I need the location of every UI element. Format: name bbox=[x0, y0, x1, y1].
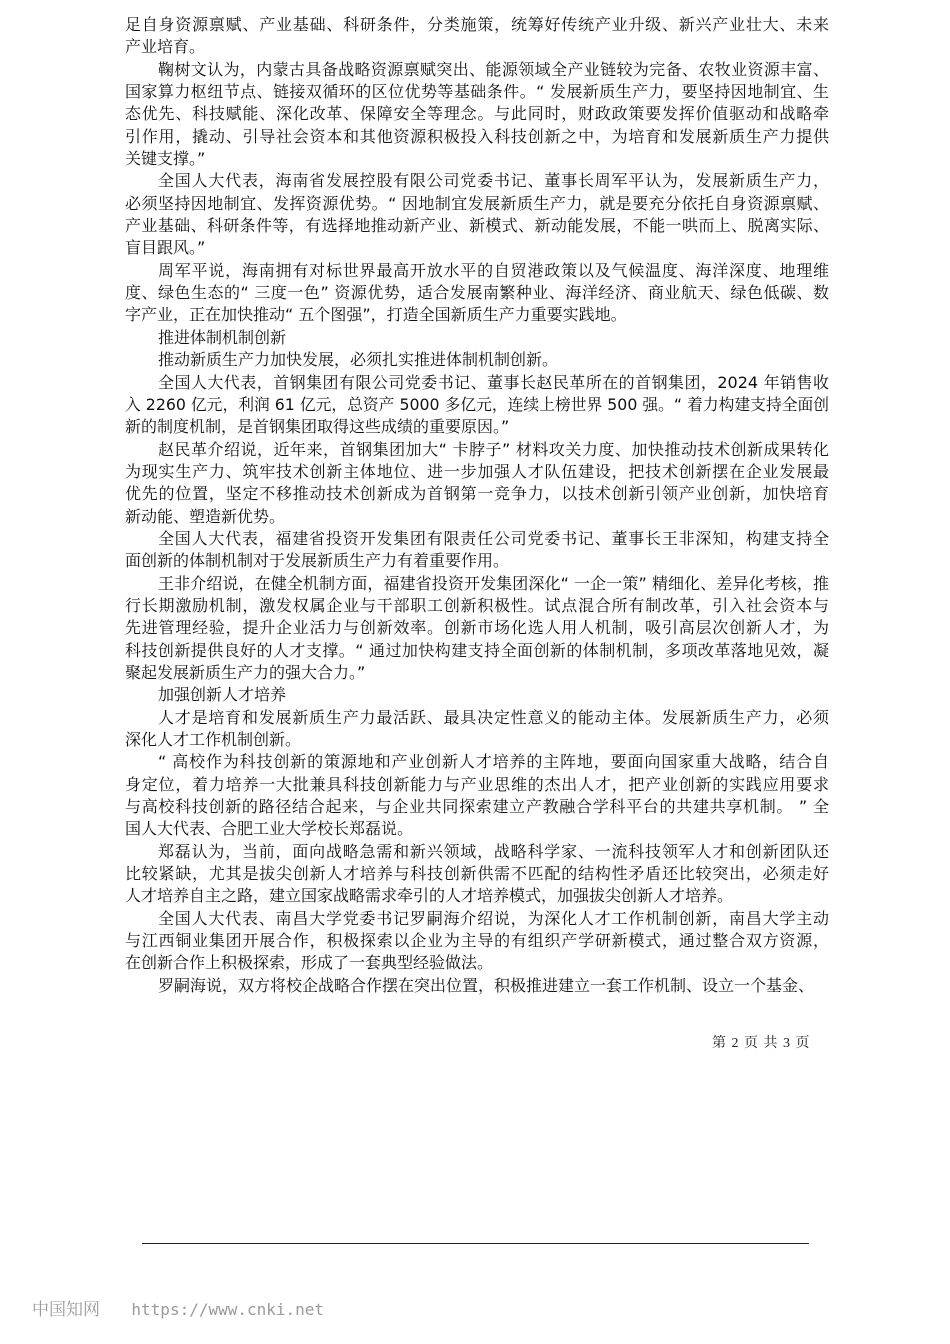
text-line: 优先的位置，坚定不移推动技术创新成为首钢第一竞争力，以技术创新引领产业创新，加快培育 bbox=[125, 484, 829, 504]
text-line: 新动能、塑造新优势。 bbox=[125, 506, 286, 526]
text-line: 全国人大代表，首钢集团有限公司党委书记、董事长赵民革所在的首钢集团，2024 年销售收 bbox=[158, 372, 829, 392]
text-line: 必须坚持因地制宜、发挥资源优势。“ 因地制宜发展新质生产力，就是要充分依托自身资源禀赋、 bbox=[125, 193, 829, 213]
text-line: 推进体制机制创新 bbox=[158, 327, 287, 347]
page-number: 第 2 页 共 3 页 bbox=[712, 1036, 810, 1051]
text-line: 国家算力枢纽节点、链接双循环的区位优势等基础条件。“ 发展新质生产力，要坚持因地制宜、生 bbox=[125, 82, 829, 102]
paragraph bbox=[125, 528, 829, 573]
text-line: 为现实生产力、筑牢技术创新主体地位、进一步加强人才队伍建设，把技术创新摆在企业发展最 bbox=[125, 461, 829, 481]
article-body bbox=[125, 14, 829, 997]
paragraph bbox=[125, 59, 829, 171]
text-line: 与江西铜业集团开展合作，积极探索以企业为主导的有组织产学研新模式，通过整合双方资源， bbox=[125, 931, 829, 951]
text-line: 人才是培育和发展新质生产力最活跃、最具决定性意义的能动主体。发展新质生产力，必须 bbox=[158, 707, 829, 727]
paragraph bbox=[125, 349, 829, 371]
text-line: 盲目跟风。” bbox=[125, 238, 206, 258]
text-line: 罗嗣海说，双方将校企战略合作摆在突出位置，积极推进建立一套工作机制、设立一个基金、 bbox=[158, 975, 815, 995]
section-heading bbox=[125, 684, 829, 706]
text-line: 与高校科技创新的路径结合起来，与企业共同探索建立产教融合学科平台的共建共享机制。 ” 全 bbox=[125, 797, 829, 817]
text-line: 聚起发展新质生产力的强大合力。” bbox=[125, 662, 366, 682]
text-line: 王非介绍说，在健全机制方面，福建省投资开发集团深化“ 一企一策” 精细化、差异化考核，推 bbox=[158, 573, 829, 593]
paragraph bbox=[125, 372, 829, 439]
text-line: 面创新的体制机制对于发展新质生产力有着重要作用。 bbox=[125, 551, 510, 571]
text-line: 字产业，正在加快推动“ 五个图强”，打造全国新质生产力重要实践地。 bbox=[125, 305, 627, 325]
text-line: 行长期激励机制，激发权属企业与干部职工创新积极性。试点混合所有制改革，引入社会资本与 bbox=[125, 595, 829, 615]
text-line: 全国人大代表，海南省发展控股有限公司党委书记、董事长周军平认为，发展新质生产力， bbox=[158, 171, 829, 191]
text-line: 加强创新人才培养 bbox=[158, 685, 287, 705]
text-line: 度、绿色生态的“ 三度一色” 资源优势，适合发展南繁种业、海洋经济、商业航天、绿色低碳、数 bbox=[125, 283, 829, 303]
text-line: 新的制度机制，是首钢集团取得这些成绩的重要原因。” bbox=[125, 417, 510, 437]
paragraph bbox=[125, 751, 829, 840]
text-line: 身定位，着力培养一大批兼具科技创新能力与产业思维的杰出人才，把产业创新的实践应用要求 bbox=[125, 774, 829, 794]
footer-divider bbox=[142, 1243, 809, 1244]
text-line: 深化人才工作机制创新。 bbox=[125, 730, 302, 749]
paragraph bbox=[125, 975, 829, 997]
text-line: 国人大代表、合肥工业大学校长郑磊说。 bbox=[125, 819, 414, 839]
paragraph bbox=[125, 170, 829, 259]
footer bbox=[32, 1295, 324, 1320]
text-line: 态优先、科技赋能、深化改革、保障安全等理念。与此同时，财政政策要发挥价值驱动和战略牵 bbox=[125, 104, 829, 124]
text-line: 赵民革介绍说，近年来，首钢集团加大“ 卡脖子” 材料攻关力度、加快推动技术创新成果转化 bbox=[158, 439, 829, 459]
section-heading bbox=[125, 327, 829, 349]
text-line: 引作用，撬动、引导社会资本和其他资源积极投入科技创新之中，为培育和发展新质生产力提供 bbox=[125, 126, 829, 146]
text-line: “ 高校作为科技创新的策源地和产业创新人才培养的主阵地，要面向国家重大战略，结合自 bbox=[158, 752, 829, 772]
text-line: 周军平说，海南拥有对标世界最高开放水平的自贸港政策以及气候温度、海洋深度、地理维 bbox=[158, 260, 829, 280]
paragraph bbox=[125, 908, 829, 975]
paragraph bbox=[125, 14, 829, 59]
text-line: 在创新合作上积极探索，形成了一套典型经验做法。 bbox=[125, 953, 494, 973]
text-line: 产业培育。 bbox=[125, 37, 206, 57]
paragraph bbox=[125, 260, 829, 327]
text-line: 先进管理经验，提升企业活力与创新效率。创新市场化选人用人机制，吸引高层次创新人才，为 bbox=[125, 618, 829, 638]
text-line: 鞠树文认为，内蒙古具备战略资源禀赋突出、能源领域全产业链较为完备、农牧业资源丰富、 bbox=[158, 59, 829, 79]
text-line: 全国人大代表、南昌大学党委书记罗嗣海介绍说，为深化人才工作机制创新，南昌大学主动 bbox=[158, 908, 829, 928]
text-line: 比较紧缺，尤其是拔尖创新人才培养与科技创新供需不匹配的结构性矛盾还比较突出，必须走好 bbox=[125, 864, 829, 884]
text-line: 全国人大代表，福建省投资开发集团有限责任公司党委书记、董事长王非深知，构建支持全 bbox=[158, 528, 829, 548]
cnki-logo-text: 中国知网 bbox=[32, 1300, 100, 1320]
paragraph bbox=[125, 573, 829, 685]
text-line: 足自身资源禀赋、产业基础、科研条件，分类施策，统筹好传统产业升级、新兴产业壮大、未来 bbox=[125, 15, 829, 34]
text-line: 关键支撑。” bbox=[125, 149, 206, 169]
text-line: 推动新质生产力加快发展，必须扎实推进体制机制创新。 bbox=[158, 350, 559, 370]
text-line: 入 2260 亿元，利润 61 亿元，总资产 5000 多亿元，连续上榜世界 500 强。“ 着力构建支持全面创 bbox=[125, 394, 829, 414]
footer-url-link[interactable]: https://www.cnki.net bbox=[131, 1300, 325, 1319]
text-line: 产业基础、科研条件等，有选择地推动新产业、新模式、新动能发展，不能一哄而上、脱离实际、 bbox=[125, 216, 829, 236]
text-line: 人才培养自主之路，建立国家战略需求牵引的人才培养模式，加强拔尖创新人才培养。 bbox=[125, 886, 734, 906]
text-line: 郑磊认为，当前，面向战略急需和新兴领域，战略科学家、一流科技领军人才和创新团队还 bbox=[158, 841, 829, 861]
paragraph bbox=[125, 707, 829, 752]
paragraph bbox=[125, 439, 829, 528]
paragraph bbox=[125, 841, 829, 908]
text-line: 科技创新提供良好的人才支撑。“ 通过加快构建支持全面创新的体制机制，多项改革落地见效，凝 bbox=[125, 640, 829, 660]
